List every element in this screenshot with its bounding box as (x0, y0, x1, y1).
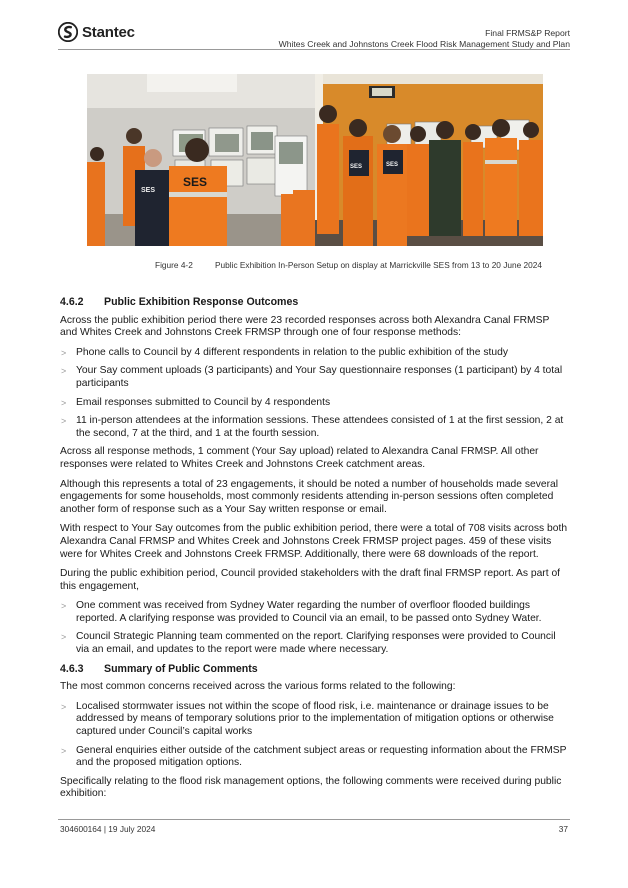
exhibition-photo (87, 74, 543, 246)
list-item (60, 397, 568, 410)
chevron-right-icon: > (61, 366, 67, 377)
paragraph: Across the public exhibition period there were 23 recorded responses across both Alexandra Canal FRMSP and Whites Creek and Johnstons Creek FRMSP through one of four response methods: (60, 314, 550, 339)
document-reference: 304600164 | 19 July 2024 (60, 824, 156, 834)
chevron-right-icon: > (61, 397, 67, 408)
section-title: Public Exhibition Response Outcomes (104, 296, 299, 308)
list-item (60, 631, 568, 656)
vest-label-4: SES (386, 162, 399, 168)
footer-divider (58, 819, 570, 820)
chevron-right-icon: > (61, 347, 67, 358)
list-item-text: 11 in-person attendees at the information sessions. These attendees consisted of 1 at the first session, 2 at the second, 7 at the third, and 1 at the fourth session. (76, 415, 564, 439)
exhibition-photo-illustration (87, 74, 543, 246)
chevron-right-icon: > (61, 745, 67, 756)
vest-label-2: SES (141, 187, 156, 194)
report-title-line2: Whites Creek and Johnstons Creek Flood Risk Management Study and Plan (278, 39, 570, 49)
section-heading-4-6-3 (60, 663, 568, 676)
paragraph: Specifically relating to the flood risk management options, the following comments were received during public exhibition: (60, 775, 562, 800)
section-number: 4.6.3 (60, 662, 84, 675)
vest-label-1: SES (183, 175, 208, 189)
section-title: Summary of Public Comments (104, 662, 258, 675)
main-content (60, 296, 568, 808)
report-title (279, 28, 570, 50)
bullet-list (60, 701, 568, 770)
list-item-text: Your Say comment uploads (3 participants) and Your Say questionnaire responses (1 participant) by 4 total participants (76, 365, 563, 389)
list-item (60, 415, 568, 440)
list-item (60, 365, 568, 390)
chevron-right-icon: > (61, 416, 67, 427)
section-number: 4.6.2 (60, 296, 84, 308)
section-heading-4-6-2 (60, 296, 568, 309)
header-divider (58, 49, 570, 50)
page-number: 37 (558, 824, 568, 834)
list-item-text: General enquiries either outside of the catchment subject areas or requesting information about the FRMSP and the proposed mitigation options. (76, 744, 567, 769)
list-item-text: Email responses submitted to Council by 4 respondents (76, 396, 331, 408)
figure-caption-text: Public Exhibition In-Person Setup on display at Marrickville SES from 13 to 20 June 2024 (215, 260, 542, 270)
list-item-text: Phone calls to Council by 4 different respondents in relation to the public exhibition of the study (76, 346, 508, 358)
paragraph: Although this represents a total of 23 engagements, it should be noted a number of households made several engagements for some households, most commonly residents attending in-person sessions often completed another form of response such as a Your Say written response or email. (60, 478, 559, 515)
list-item-text: One comment was received from Sydney Water regarding the number of overfloor flooded buildings reported. A clarifying response was provided to Council via an email, to be passed onto Sydney Water. (76, 600, 542, 624)
figure-number: Figure 4-2 (155, 260, 193, 270)
paragraph: During the public exhibition period, Council provided stakeholders with the draft final FRMSP report. As part of this engagement, (60, 568, 561, 592)
list-item (60, 600, 568, 625)
paragraph: The most common concerns received across the various forms related to the following: (60, 681, 456, 693)
list-item-text: Localised stormwater issues not within the scope of flood risk, i.e. maintenance or drainage issues to be addressed by means of temporary solutions prior to the implementation of mitigation options or otherwise captured under Council’s capital works (76, 700, 554, 738)
list-item (60, 347, 568, 360)
bullet-list (60, 347, 568, 441)
bullet-list (60, 600, 568, 656)
chevron-right-icon: > (61, 601, 67, 612)
figure-caption (155, 260, 542, 270)
brand-name: Stantec (82, 23, 135, 41)
chevron-right-icon: > (61, 701, 67, 712)
list-item (60, 745, 568, 770)
page-header (58, 18, 570, 58)
paragraph: Across all response methods, 1 comment (Your Say upload) related to Alexandra Canal FRMSP. All other responses were related to Whites Creek and Johnstons Creek catchment areas. (60, 446, 539, 470)
stantec-logo-icon (58, 22, 78, 42)
paragraph: With respect to Your Say outcomes from the public exhibition period, there were a total of 708 visits across both Alexandra Canal FRMSP and Whites Creek and Johnstons Creek FRMSP project pages. 459 of these visits were for Whites Creek and Johnstons Creek FRMSP. Additionally, there were 68 downloads of the report. (60, 523, 568, 560)
list-item (60, 701, 568, 739)
report-title-line1: Final FRMS&P Report (485, 28, 570, 38)
vest-label-3: SES (350, 164, 363, 170)
chevron-right-icon: > (61, 632, 67, 643)
list-item-text: Council Strategic Planning team commented on the report. Clarifying responses were provided to Council via an email, and updates to the report were made where necessary. (76, 631, 556, 656)
stantec-logo (58, 22, 135, 42)
